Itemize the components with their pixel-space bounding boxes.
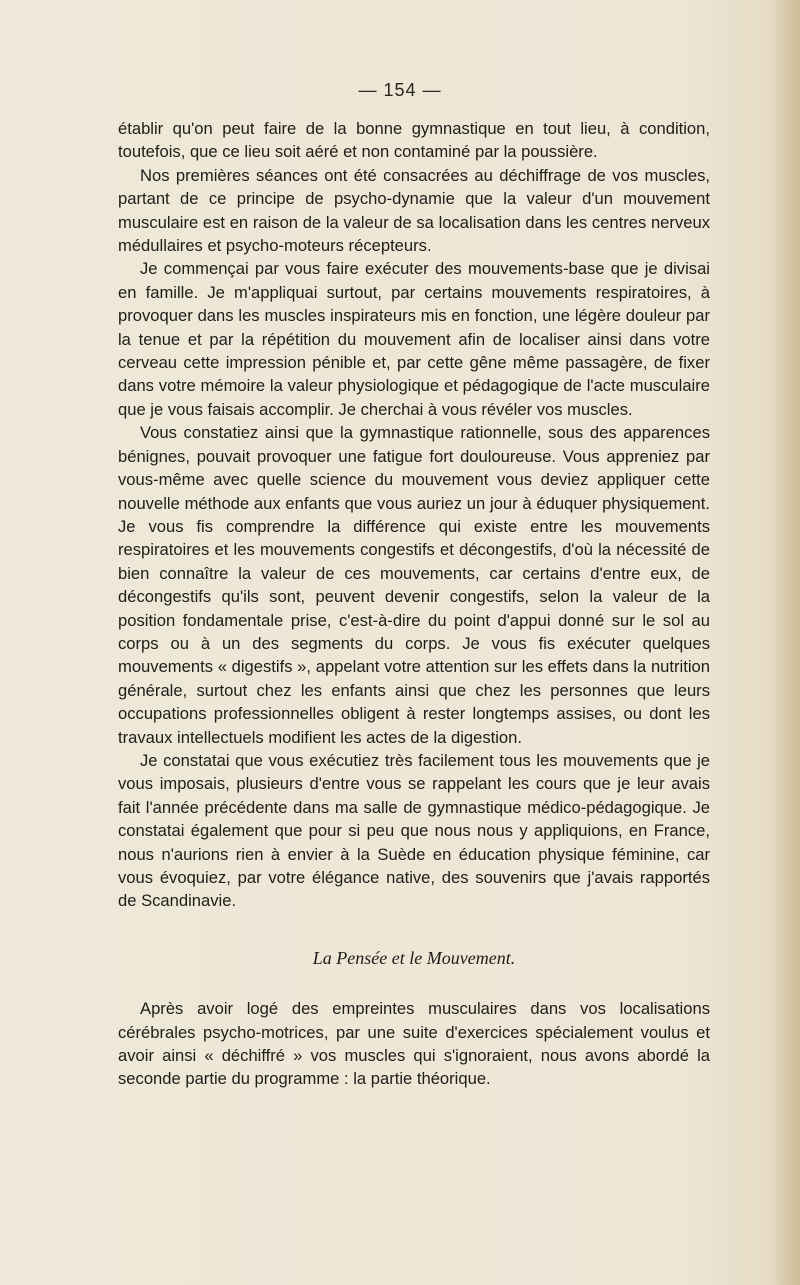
paragraph-rational-gymnastics: Vous constatiez ainsi que la gymnastique rationnelle, sous des apparences bénignes, pouvait provoquer une fatigue fort douloureuse. Vous appreniez par vous-même avec quelle science du mouvement vous deviez appliquer cette nouvelle méthode aux enfants que vous auriez un jour à éduquer physiquement. Je vous fis comprendre la différence qui existe entre les mouvements respiratoires et les mouvements congestifs et décongestifs, d'où la nécessité de bien connaître la valeur de ces mouvements, car certains d'entre eux, de décongestifs qu'ils sont, peuvent devenir congestifs, selon la valeur de la position fondamentale prise, c'est-à-dire du point d'appui donné sur le sol au corps ou à un des segments du corps. Je vous fis exécuter quelques mouvements « digestifs », appelant votre attention sur les effets dans la nutrition générale, surtout chez les enfants ainsi que chez les personnes que leurs occupations professionnelles obligent à rester longtemps assises, ou dont les travaux intellectuels modifient les actes de la digestion. xyxy=(118,423,710,747)
paragraph-closing: Après avoir logé des empreintes musculaires dans vos localisations cérébrales psycho-motrices, par une suite d'exercices spécialement voulus et avoir ainsi « déchiffré » vos muscles qui s'ignoraient, nous avons abordé la seconde partie du programme : la partie théorique. xyxy=(118,999,710,1089)
paragraph-observations: Je constatai que vous exécutiez très facilement tous les mouvements que je vous imposais, plusieurs d'entre vous se rappelant les cours que je leur avais fait l'année précédente dans ma salle de gymnastique médico-pédagogique. Je constatai également que pour si peu que nous nous y appliquions, en France, nous n'aurions rien à envier à la Suède en éducation physique féminine, car vous évoquiez, par votre élégance native, des souvenirs que j'avais rapportés de Scandinavie. xyxy=(118,750,710,911)
text-body xyxy=(118,117,710,1091)
paragraph-continuation: établir qu'on peut faire de la bonne gymnastique en tout lieu, à condition, toutefois, que ce lieu soit aéré et non contaminé par la poussière. xyxy=(118,119,710,162)
page-edge-shadow xyxy=(770,0,800,1285)
section-title: La Pensée et le Mouvement. xyxy=(312,947,516,968)
paragraph-first-sessions: Nos premières séances ont été consacrées au déchiffrage de vos muscles, partant de ce principe de psycho-dynamie que la valeur d'un mouvement musculaire est en raison de la valeur de sa localisation dans les centres nerveux médullaires et psycho-moteurs récepteurs. xyxy=(118,165,710,256)
page-number: — 154 — xyxy=(358,80,442,100)
paragraph-base-movements: Je commençai par vous faire exécuter des mouvements-base que je divisai en famille. Je m'appliquai surtout, par certains mouvements respiratoires, à provoquer dans les muscles inspirateurs mis en fonction, une légère douleur par la tenue et par la répétition du mouvement afin de localiser ainsi dans votre cerveau cette impression pénible et, par cette gêne même passagère, de fixer dans votre mémoire la valeur physiologique et pédagogique de l'acte musculaire que je vous faisais accomplir. Je cherchai à vous révéler vos muscles. xyxy=(118,259,710,419)
